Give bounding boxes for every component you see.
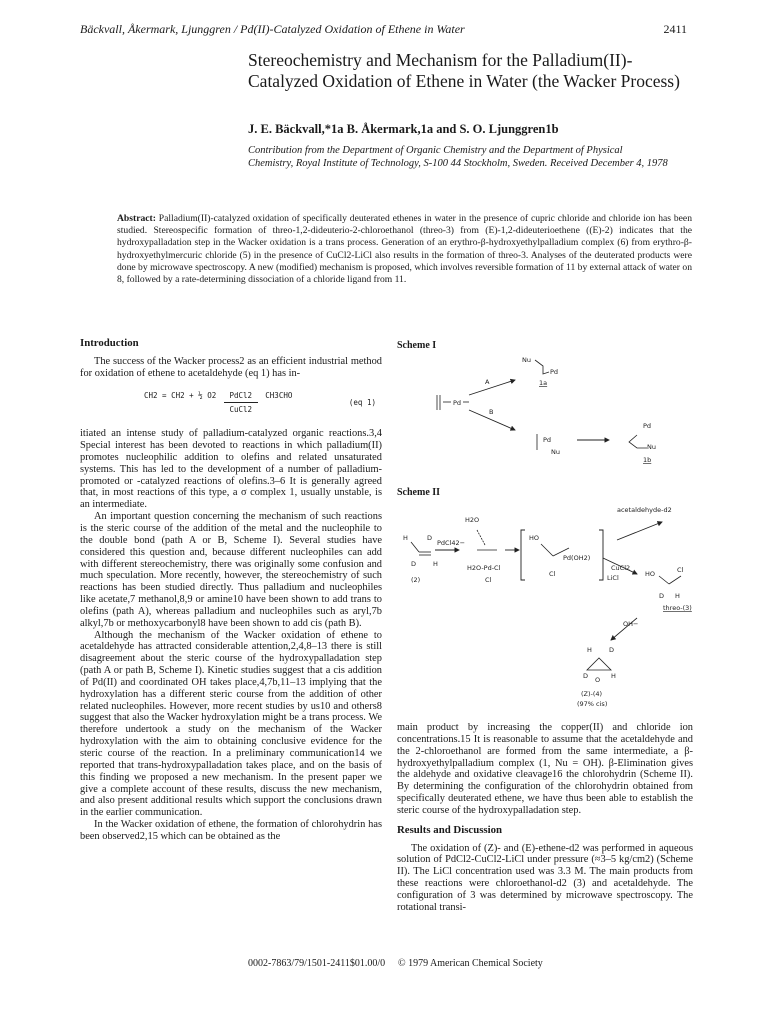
equation-lhs: CH2 = CH2 + ½ O2 (144, 390, 217, 400)
label-1a: 1a (539, 379, 548, 387)
footer-copyright: © 1979 American Chemical Society (398, 958, 543, 969)
pd-1a: Pd (550, 368, 559, 376)
results-heading: Results and Discussion (397, 823, 503, 836)
acetaldehyde-label: acetaldehyde-d2 (617, 506, 672, 514)
z4-label: (Z)-(4) (581, 690, 603, 698)
left-column (80, 338, 382, 843)
intermediate-b (537, 434, 560, 456)
nu-1a: Nu (522, 356, 531, 364)
abstract-label: Abstract: (117, 213, 156, 224)
cucl-label: CuCl2 (611, 564, 631, 572)
water-label: H2O (465, 516, 480, 524)
path-a-arrow (469, 380, 515, 395)
o-epox: O (595, 676, 601, 684)
pd-start: Pd (453, 399, 462, 407)
scheme-1-diagram (397, 350, 697, 470)
d2-epox: D (583, 672, 589, 680)
product-1b (629, 422, 656, 464)
h-atom-2: H (433, 560, 438, 568)
cis-label: (97% cis) (577, 700, 608, 708)
col2-paragraph-1: main product by increasing the copper(II) and chloride ion concentrations.15 It is reasonable to assume that the acetaldehyde and the 2-chloroethanol are formed from the same intermediate, a β-hydroxyethylpalladium complex (1, Nu = OH). β-Elimination gives the aldehyde and oxidative cleavage16 the chlorohydrin (Scheme II). By determining the configuration of the chlorohydrin obtained from specifically deuterated ethene, we have thus been able to establish the steric course of the hydroxypalladation step. (397, 722, 693, 816)
cl-threo: Cl (677, 566, 684, 574)
nu-1b: Nu (647, 443, 656, 451)
cl-label: Cl (485, 576, 492, 584)
article-affiliation: Contribution from the Department of Organic Chemistry and the Department of Physical Chemistry, Royal Institute of Technology, S-100 44 Stockholm, Sweden. Received December 4, 1978 (248, 145, 668, 169)
arrow-aldehyde (617, 522, 662, 540)
epoxide-4 (577, 646, 616, 708)
d-epox: D (609, 646, 615, 654)
catalyst-top: PdCl2 (229, 390, 253, 400)
nu-b: Nu (551, 448, 560, 456)
pdoh-label: Pd(OH2) (563, 554, 591, 562)
alkene-pd-complex (437, 395, 469, 410)
reagent-label: PdCl42− (437, 539, 466, 547)
scheme-2-label: Scheme II (397, 487, 441, 498)
equation-catalyst (224, 390, 258, 417)
h-atom: H (403, 534, 408, 542)
d-threo: D (659, 592, 665, 600)
abstract (117, 213, 692, 286)
d-atom: D (427, 534, 433, 542)
bracketed-intermediate (521, 530, 603, 580)
results-paragraph-1: The oxidation of (Z)- and (E)-ethene-d2 was performed in aqueous solution of PdCl2-CuCl2-LiCl under pressure (≈3–5 kg/cm2) (Scheme II). The LiCl concentration used was 3.3 M. The main products from these reactions were chloroethanol-d2 (3) and acetaldehyde. The configuration of 3 was determined by microwave spectroscopy. The rotational transi- (397, 842, 693, 913)
equation-label: (eq 1) (348, 397, 376, 407)
scheme-1-label: Scheme I (397, 340, 437, 351)
intro-paragraph-2: An important question concerning the mechanism of such reactions is the steric course of the addition of the metal and the nucleophile to the double bond (path A or B, Scheme I). Several studies have considered this question and, because different nucleophiles can add with different stereochemistry, there was originally some confusion and much speculation. More recently, however, the stereochemistry of such reactions has been studied directly. Thus palladium and nucleophiles like acetate,7 methanol,8,9 or amine10 have been shown to add trans to olefins (path A), whereas palladium and nucleophiles such as aryl,7b alkyl,7b or methoxycarbonyl8 have been shown to add cis (path B). (80, 511, 382, 629)
abstract-text: Palladium(II)-catalyzed oxidation of specifically deuterated ethenes in water in the presence of cupric chloride and chloride ion has been studied. Stereospecific formation of threo-1,2-dideuterio-2-chloroethanol (threo-3) from (E)-1,2-dideuterioethene ((E)-2) indicates that the hydroxypalladation step in the Wacker oxidation is a trans process. Generation of an erythro-β-hydroxyethylpalladium complex (6) from erythro-β-hydroxyethylmercuric chloride (5) in the presence of CuCl2-LiCl also results in the formation of threo-3. Analyses of the deuterated products were done by microwave spectroscopy. A new (modified) mechanism is proposed, which involves reversible formation of 11 by external attack of water on 8, followed by a rate-determining dissociation of a chloride ligand from 11. (117, 213, 692, 286)
intermediate-aqua (465, 516, 501, 584)
intro-paragraph-4: In the Wacker oxidation of ethene, the formation of chlorohydrin has been observed2,15 which can be obtained as the (80, 819, 382, 842)
pdcl-label: H2O-Pd-Cl (467, 564, 501, 572)
pd-b: Pd (543, 436, 552, 444)
d-atom-2: D (411, 560, 417, 568)
reaction-arrow (224, 402, 258, 403)
catalyst-bottom: CuCl2 (229, 405, 253, 415)
ho-threo: HO (645, 570, 656, 578)
cl-bracket: Cl (549, 570, 556, 578)
licl-label: LiCl (607, 574, 619, 582)
intro-paragraph-1a: The success of the Wacker process2 as an efficient industrial method for oxidation of ethene to acetaldehyde (eq 1) has in- (80, 355, 382, 379)
equation-rhs: CH3CHO (265, 390, 293, 400)
scheme-2-diagram (397, 500, 697, 710)
threo-label: threo-(3) (663, 604, 692, 612)
h-threo: H (675, 592, 680, 600)
intro-paragraph-1b: itiated an intense study of palladium-catalyzed organic reactions.3,4 Special interest has been devoted to reactions in which palladium(II) promotes nucleophilic addition to olefins and related unsaturated systems. This has led to the development of a number of palladium-promoted or -catalyzed reactions of olefins.3–6 It is generally agreed that, in most reactions of this type, a σ complex 1, usually unstable, is an intermediate. (80, 428, 382, 511)
page-number: 2411 (663, 22, 687, 36)
intro-paragraph-3: Although the mechanism of the Wacker oxidation of ethene to acetaldehyde has attracted considerable attention,2,4,8–13 there is still disagreement about the steric course of the hydroxypalladation step (path A or path B, Scheme I). Kinetic studies suggest that a cis addition of Pd(II) and coordinated OH takes place,4,7b,11–13 implying that the hydroxylation has a different steric course from the addition of other related nucleophiles. However, more recent studies by us10 and others8 suggest that also the Wacker hydroxylation might be a trans process. We therefore undertook a study on the mechanism of the Wacker hydroxylation with the aim to obtaining conclusive evidence for the steric course of the reaction. In a preliminary communication14 we reported that trans-hydroxypalladation takes place, and on the basis of this finding we proposed a new mechanism. In the present paper we give a complete account of these results, discuss the new mechanism, and also present additional results which support the conclusions drawn in the earlier communication. (80, 629, 382, 819)
article-title: Stereochemistry and Mechanism for the Palladium(II)-Catalyzed Oxidation of Ethene in Water (the Wacker Process) (248, 50, 680, 91)
path-a-label: A (485, 378, 490, 386)
h2-epox: H (611, 672, 616, 680)
equation-1 (80, 390, 382, 417)
product-1a (522, 356, 558, 387)
h-epox: H (587, 646, 592, 654)
running-head: Bäckvall, Åkermark, Ljunggren / Pd(II)-Catalyzed Oxidation of Ethene in Water (80, 22, 465, 36)
ho-label: HO (529, 534, 540, 542)
path-b-label: B (489, 408, 494, 416)
intro-heading: Introduction (80, 337, 139, 349)
right-column (397, 722, 693, 914)
oh-label: OH− (623, 620, 639, 628)
threo-3 (645, 566, 692, 612)
compound-2-label: (2) (411, 576, 421, 584)
compound-2 (403, 534, 438, 584)
article-authors: J. E. Bäckvall,*1a B. Åkermark,1a and S. O. Ljunggren1b (248, 122, 559, 136)
footer-code: 0002-7863/79/1501-2411$01.00/0 (248, 958, 386, 969)
pd-1b: Pd (643, 422, 652, 430)
label-1b: 1b (643, 456, 652, 464)
